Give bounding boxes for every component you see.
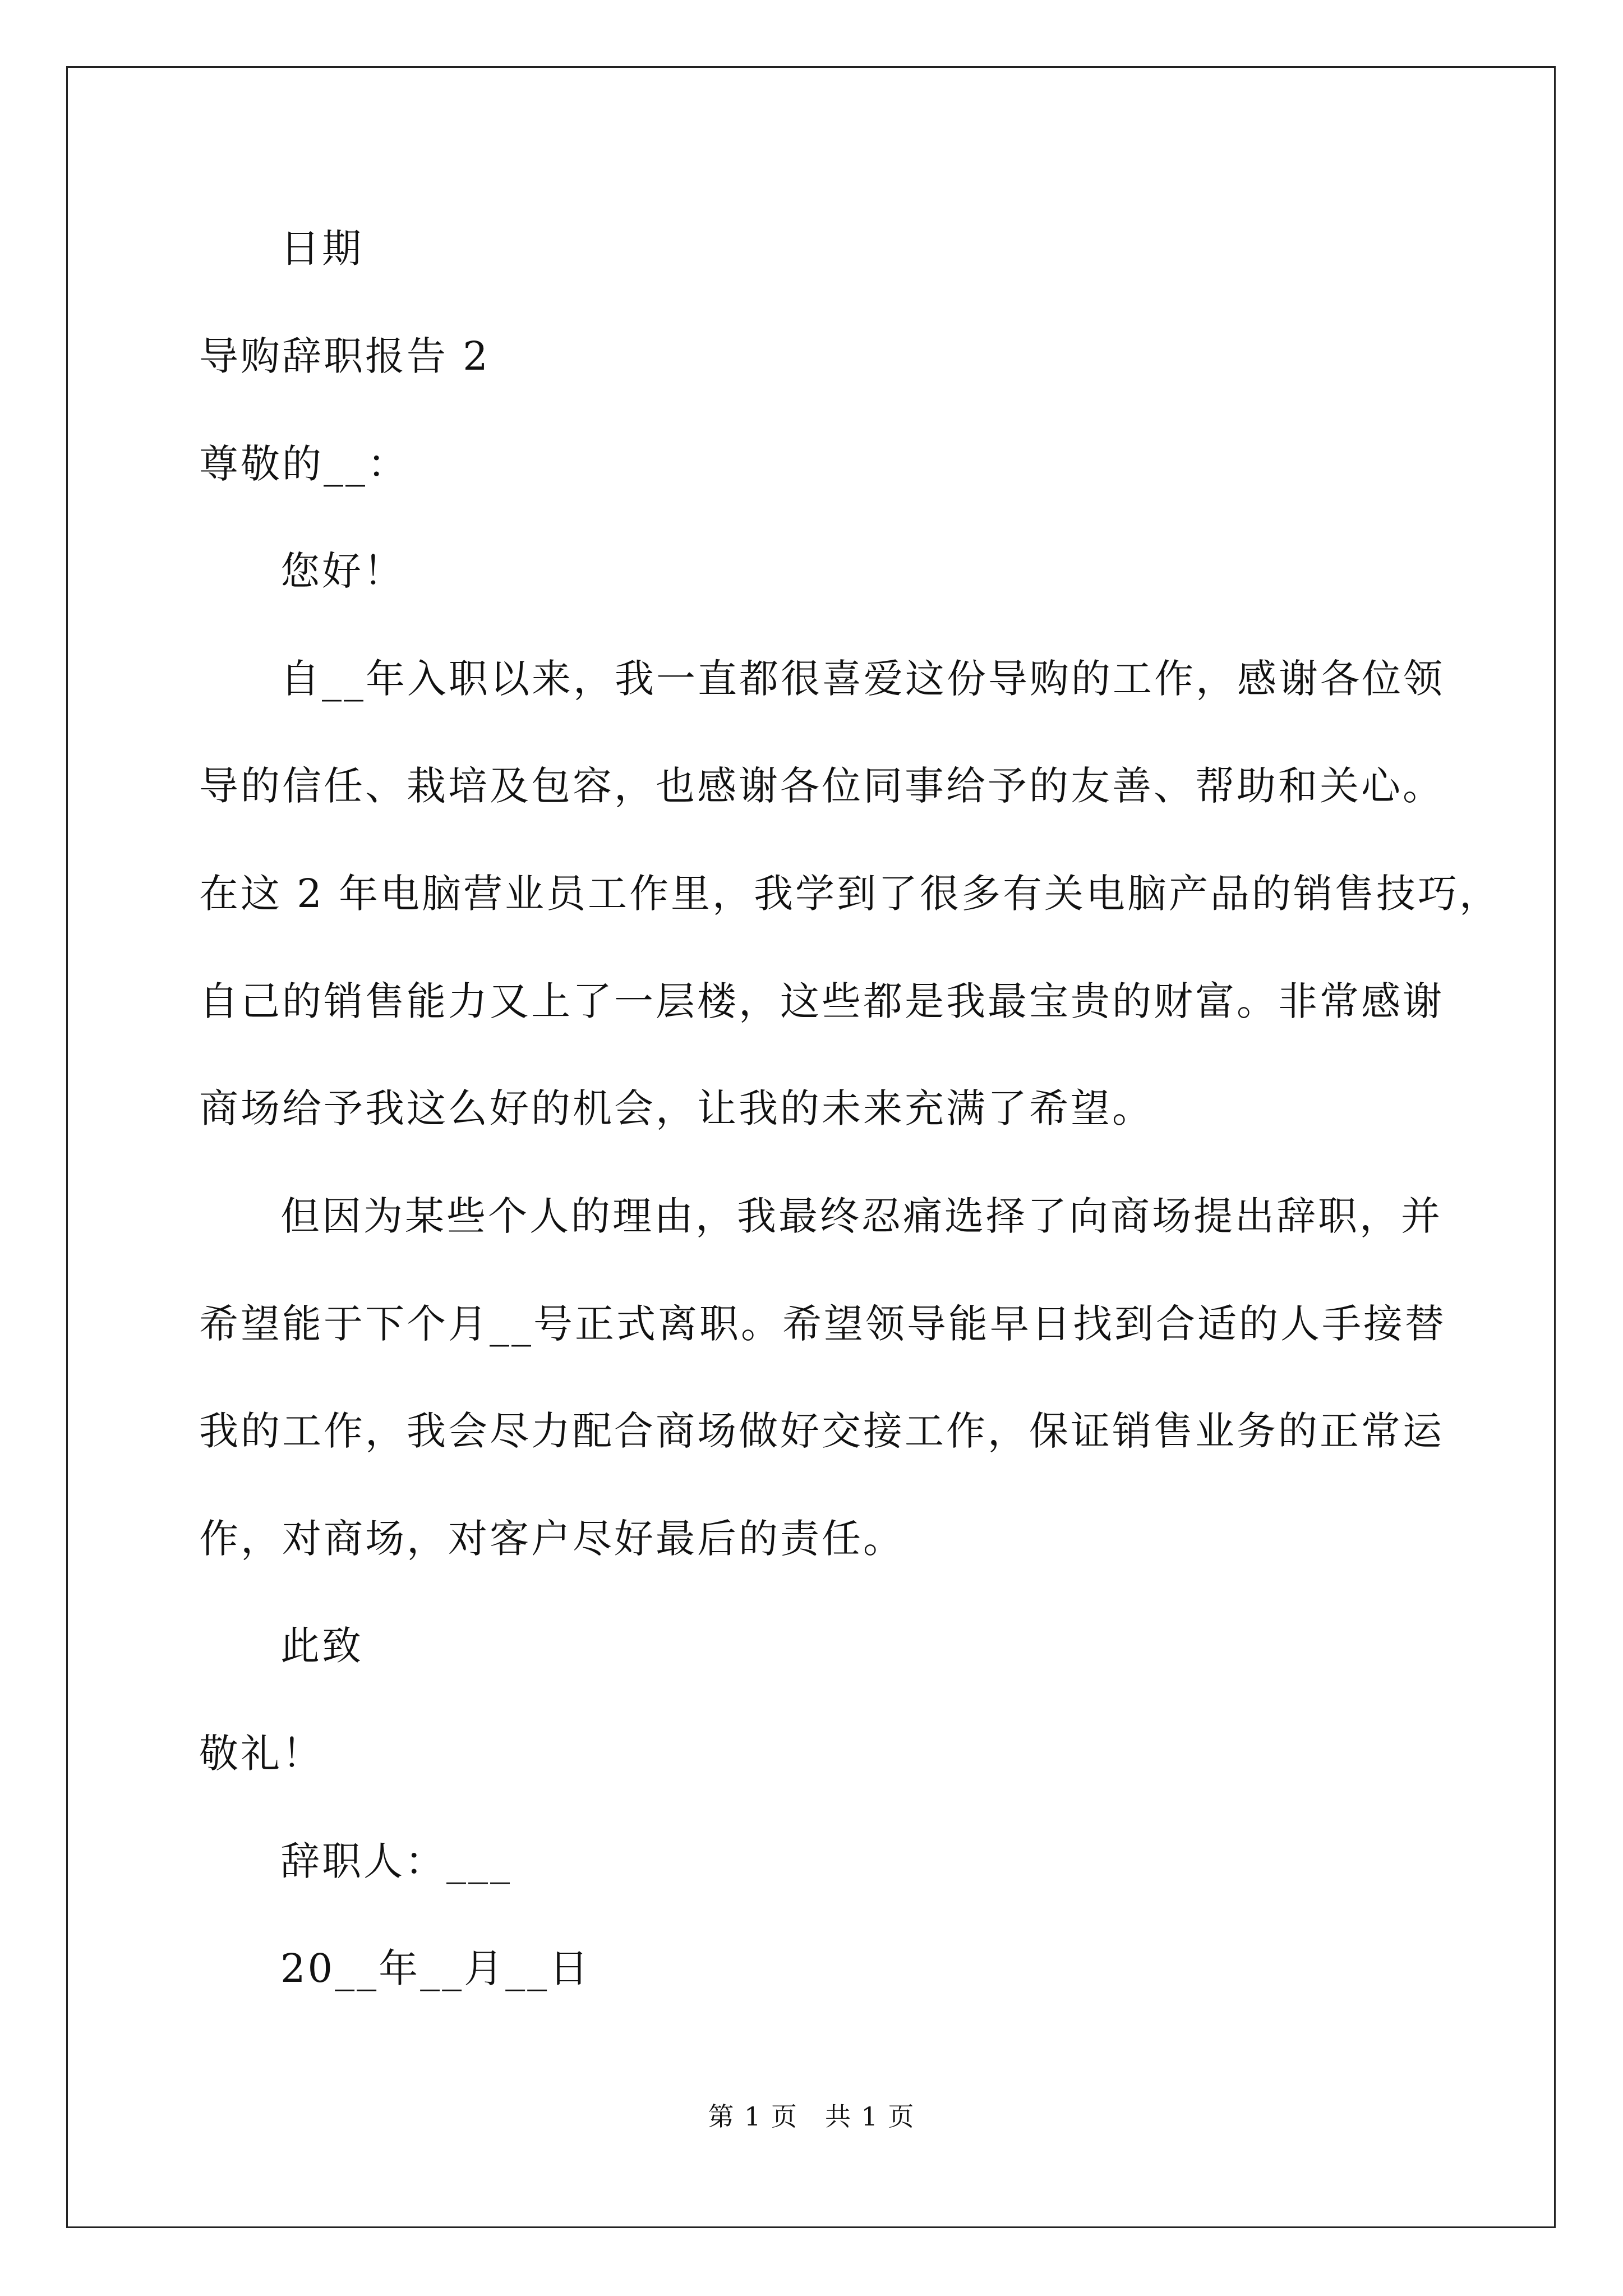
page-footer: 第 1 页 共 1 页 [708,2101,915,2132]
paragraph1-line5: 商场给予我这么好的机会，让我的未来充满了希望。 [199,1085,1154,1131]
paragraph2-line4: 作，对商场，对客户尽好最后的责任。 [199,1516,905,1562]
salutation: 尊敬的__： [199,441,409,487]
signed-date: 20__年__月__日 [280,1945,591,1991]
signer-line: 辞职人：___ [280,1838,512,1884]
closing-line1: 此致 [280,1623,363,1669]
paragraph1-line1: 自__年入职以来，我一直都很喜爱这份导购的工作，感谢各位领 [280,656,1445,702]
page-border [66,66,1556,2228]
document-title: 导购辞职报告 2 [199,333,490,379]
closing-line2: 敬礼！ [199,1731,324,1777]
paragraph2-line1: 但因为某些个人的理由，我最终忍痛选择了向商场提出辞职，并 [280,1193,1442,1239]
paragraph2-line2: 希望能于下个月__号正式离职。希望领导能早日找到合适的人手接替 [199,1301,1446,1347]
date-label: 日期 [280,226,363,272]
paragraph2-line3: 我的工作，我会尽力配合商场做好交接工作，保证销售业务的正常运 [199,1408,1444,1454]
paragraph1-line2: 导的信任、栽培及包容，也感谢各位同事给予的友善、帮助和关心。 [199,763,1444,809]
paragraph1-line4: 自己的销售能力又上了一层楼，这些都是我最宝贵的财富。非常感谢 [199,978,1444,1024]
paragraph1-line3: 在这 2 年电脑营业员工作里，我学到了很多有关电脑产品的销售技巧， [199,871,1501,917]
greeting: 您好！ [280,548,405,594]
